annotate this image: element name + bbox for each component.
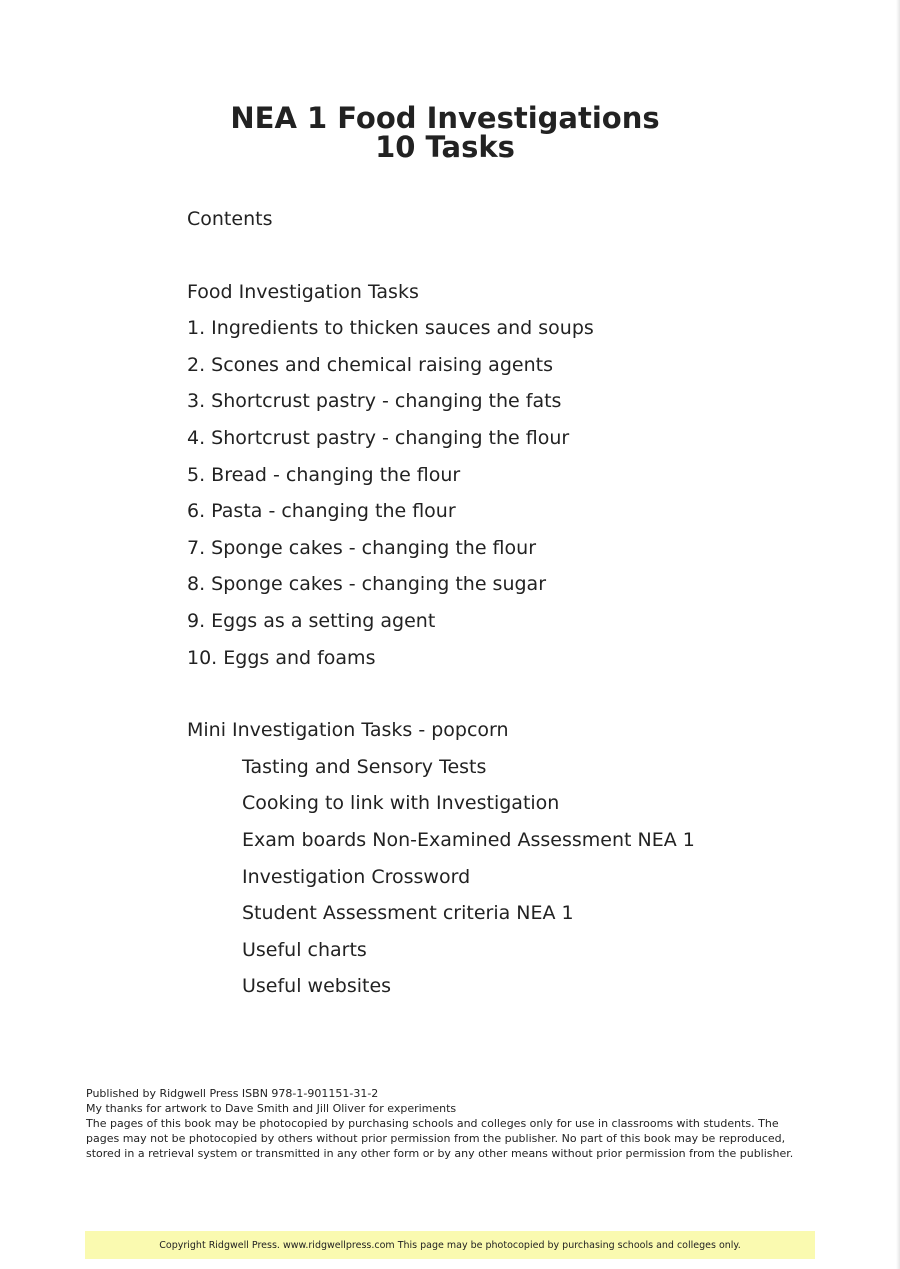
contents-list bbox=[187, 205, 695, 1009]
food-task-item: 4. Shortcrust pastry - changing the flour bbox=[187, 426, 570, 449]
contents-heading: Contents bbox=[187, 208, 273, 230]
food-task-item: 2. Scones and chemical raising agents bbox=[187, 353, 553, 376]
food-task-item: 5. Bread - changing the flour bbox=[187, 463, 461, 486]
mini-task-item: Cooking to link with Investigation bbox=[242, 792, 560, 815]
thanks-line: My thanks for artwork to Dave Smith and Jill Oliver for experiments bbox=[86, 1102, 457, 1115]
spacer bbox=[187, 242, 695, 278]
footer-copyright: Copyright Ridgwell Press. www.ridgwellpress.com This page may be photocopied by purchasing schools and colleges only. bbox=[159, 1240, 741, 1251]
food-task-item: 9. Eggs as a setting agent bbox=[187, 609, 436, 632]
mini-task-item: Student Assessment criteria NEA 1 bbox=[242, 902, 574, 925]
mini-task-item: Investigation Crossword bbox=[242, 865, 471, 888]
publisher-line: Published by Ridgwell Press ISBN 978-1-901151-31-2 bbox=[86, 1087, 379, 1100]
spacer bbox=[187, 680, 695, 716]
fine-print bbox=[86, 1086, 802, 1161]
mini-task-item: Exam boards Non-Examined Assessment NEA 1 bbox=[242, 828, 695, 851]
mini-task-item: Useful charts bbox=[242, 938, 367, 961]
food-task-item: 8. Sponge cakes - changing the sugar bbox=[187, 573, 547, 596]
food-task-item: 7. Sponge cakes - changing the flour bbox=[187, 536, 537, 559]
mini-task-item: Useful websites bbox=[242, 975, 392, 998]
food-task-item: 3. Shortcrust pastry - changing the fats bbox=[187, 390, 562, 413]
food-task-item: 10. Eggs and foams bbox=[187, 646, 376, 669]
title-line-2: 10 Tasks bbox=[375, 130, 515, 164]
mini-task-item: Tasting and Sensory Tests bbox=[242, 755, 487, 778]
food-task-item: 6. Pasta - changing the flour bbox=[187, 500, 456, 523]
food-task-item: 1. Ingredients to thicken sauces and soups bbox=[187, 317, 594, 340]
food-tasks-heading: Food Investigation Tasks bbox=[187, 280, 419, 303]
page-edge-shadow bbox=[896, 0, 900, 1269]
title-line-1: NEA 1 Food Investigations bbox=[230, 101, 660, 135]
mini-tasks-heading: Mini Investigation Tasks - popcorn bbox=[187, 719, 509, 742]
page-title bbox=[0, 101, 890, 164]
permissions-text: The pages of this book may be photocopied by purchasing schools and colleges only for use in classrooms with students. The pages may not be photocopied by others without prior permission from the publisher. No part of this book may be reproduced, stored in a retrieval system or transmitted in any other form or by any other means without prior permission from the publisher. bbox=[86, 1117, 794, 1160]
footer-bar bbox=[85, 1231, 815, 1259]
